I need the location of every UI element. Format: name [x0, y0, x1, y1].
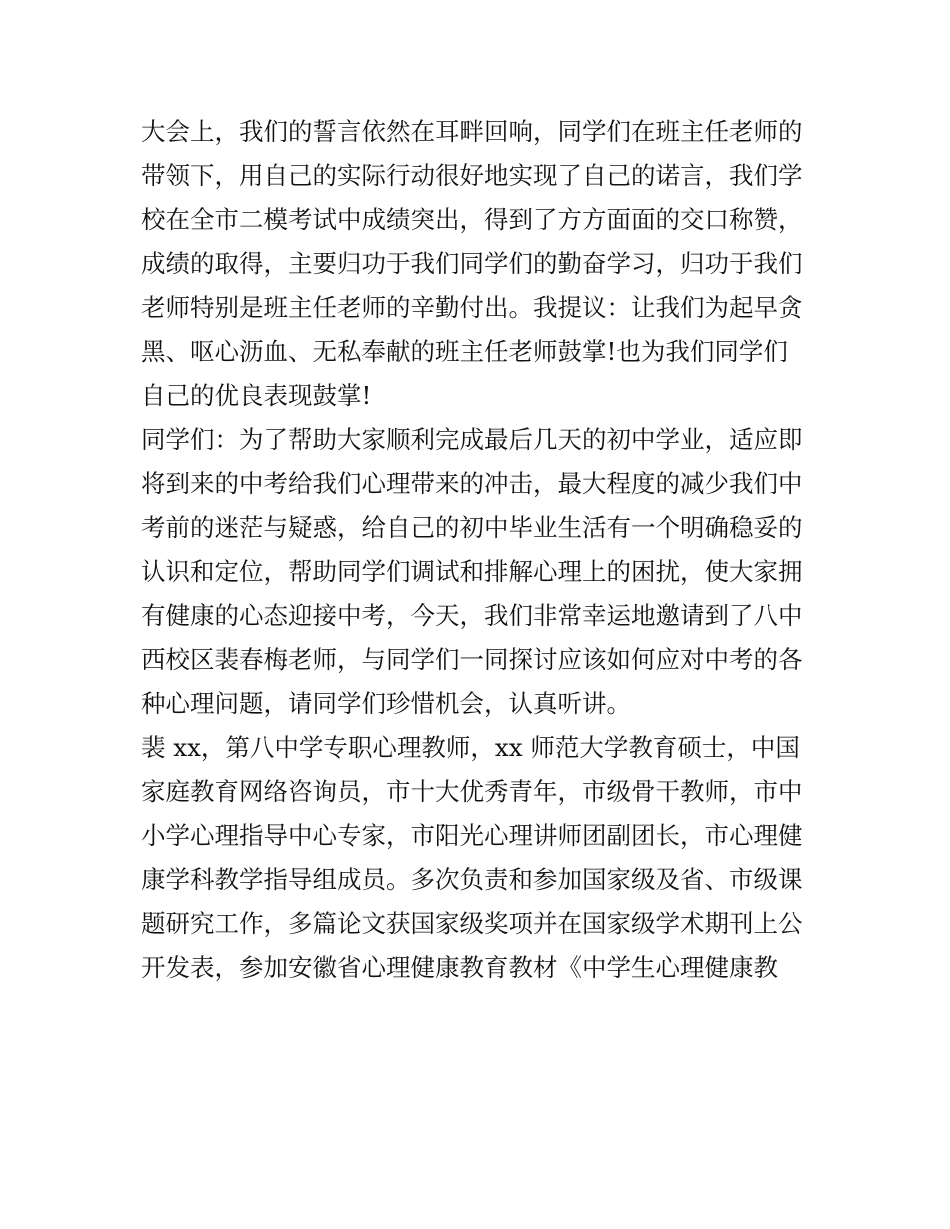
text-line-14: 种心理问题，请同学们珍惜机会，认真听讲。 — [141, 689, 631, 718]
text-line-13: 西校区裴春梅老师，与同学们一同探讨应该如何应对中考的各 — [141, 645, 803, 674]
text-line-3: 校在全市二模考试中成绩突出，得到了方方面面的交口称赞， — [141, 205, 803, 234]
text-line-19: 题研究工作，多篇论文获国家级奖项并在国家级学术期刊上公 — [141, 909, 803, 938]
text-line-5: 老师特别是班主任老师的辛勤付出。我提议：让我们为起早贪 — [141, 293, 803, 322]
text-line-12: 有健康的心态迎接中考，今天，我们非常幸运地邀请到了八中 — [141, 601, 803, 630]
text-line-11: 认识和定位，帮助同学们调试和排解心理上的困扰，使大家拥 — [141, 557, 803, 586]
text-line-2: 带领下，用自己的实际行动很好地实现了自己的诺言，我们学 — [141, 161, 803, 190]
text-line-4: 成绩的取得，主要归功于我们同学们的勤奋学习，归功于我们 — [141, 249, 803, 278]
text-line-17: 小学心理指导中心专家，市阳光心理讲师团副团长，市心理健 — [141, 821, 803, 850]
text-line-20: 开发表，参加安徽省心理健康教育教材《中学生心理健康教 — [141, 953, 778, 982]
text-line-10: 考前的迷茫与疑惑，给自己的初中毕业生活有一个明确稳妥的 — [141, 513, 803, 542]
text-line-18: 康学科教学指导组成员。多次负责和参加国家级及省、市级课 — [141, 865, 803, 894]
text-line-9: 将到来的中考给我们心理带来的冲击，最大程度的减少我们中 — [141, 469, 803, 498]
text-line-8: 同学们：为了帮助大家顺利完成最后几天的初中学业，适应即 — [141, 425, 803, 454]
text-line-16: 家庭教育网络咨询员，市十大优秀青年，市级骨干教师，市中 — [141, 777, 803, 806]
text-line-1: 大会上，我们的誓言依然在耳畔回响，同学们在班主任老师的 — [141, 117, 803, 146]
text-line-7: 自己的优良表现鼓掌! — [141, 381, 372, 410]
text-line-6: 黑、呕心沥血、无私奉献的班主任老师鼓掌!也为我们同学们 — [141, 337, 788, 366]
body-text — [141, 110, 831, 990]
text-line-15: 裴 xx，第八中学专职心理教师，xx 师范大学教育硕士，中国 — [141, 733, 800, 762]
